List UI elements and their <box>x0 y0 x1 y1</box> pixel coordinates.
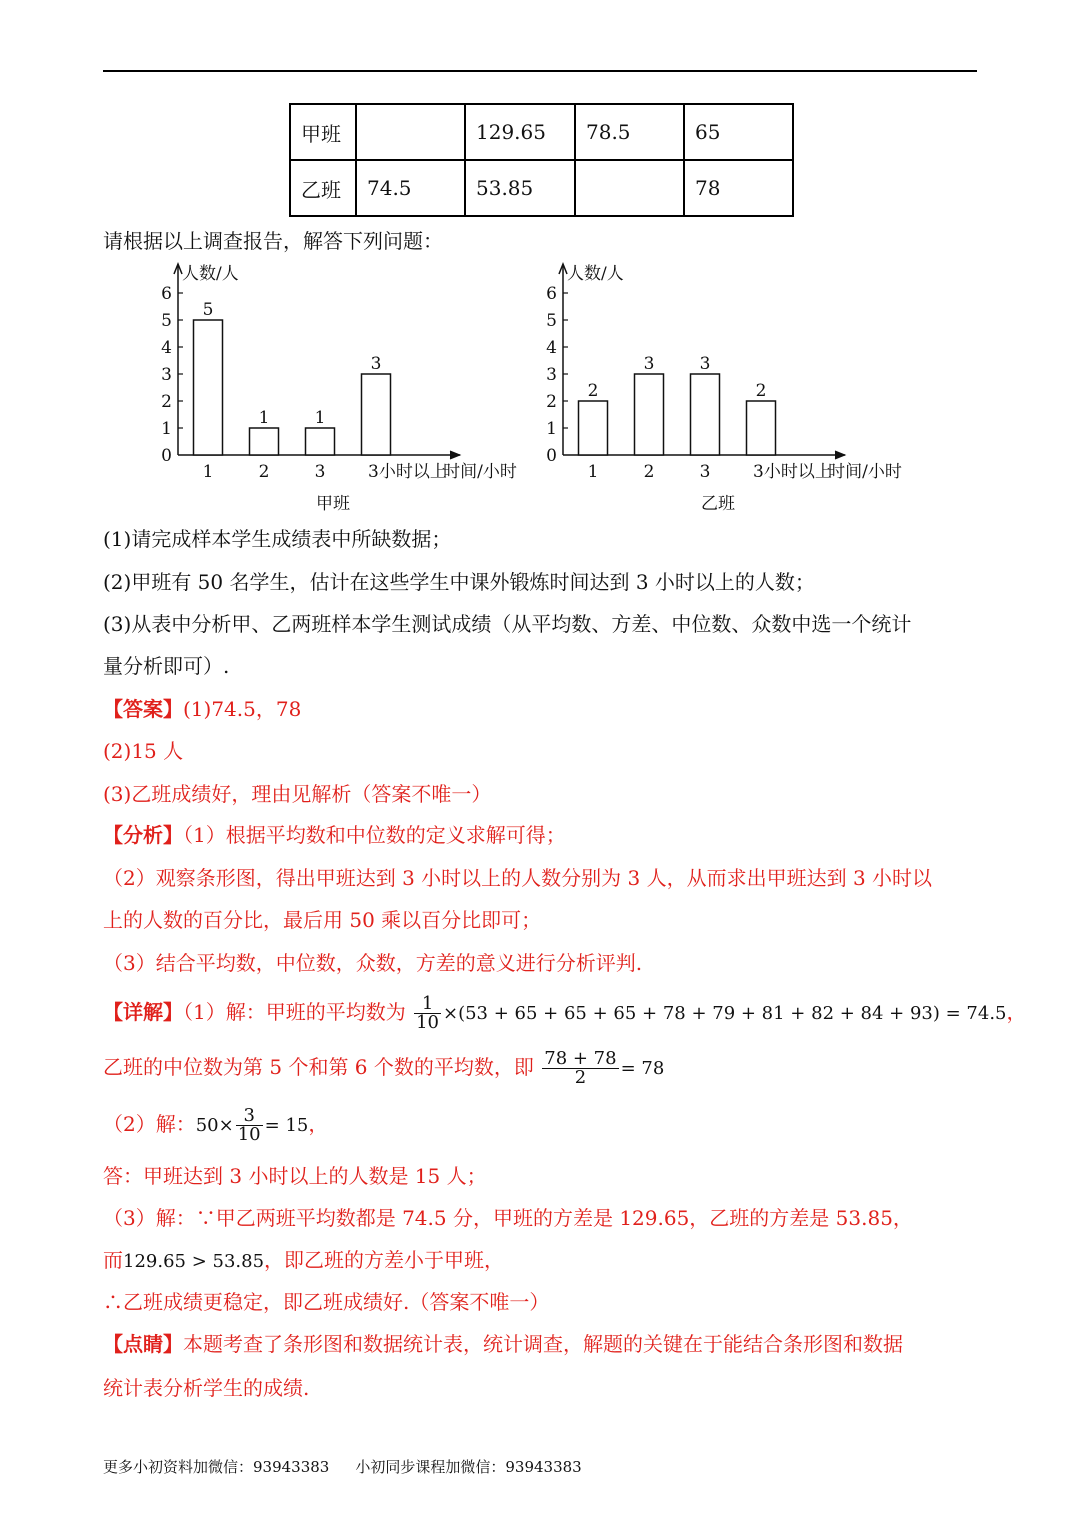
x-tick-label: 3小时以上 <box>368 462 447 482</box>
detail-line-1: 【详解】（1）解：甲班的平均数为 $\frac{1}{10}$ ×(53 + 65 + 65 + 65 + 78 + 79 + 81 + 82 + 84 + 93) = 74.5， <box>103 993 1027 1033</box>
bar <box>194 320 223 455</box>
y-tick-label: 3 <box>161 365 172 385</box>
bar <box>579 401 608 455</box>
formula: = 15 <box>264 1115 309 1136</box>
detail-line-3: （2）解：50× $\frac{3}{10}$ = 15， <box>103 1105 329 1145</box>
analysis-2: （2）观察条形图，得出甲班达到 3 小时以上的人数分别为 3 人，从而求出甲班达到 3 小时以 <box>103 866 933 890</box>
detail-3-text: （2）解： <box>103 1112 196 1136</box>
y-tick-label: 0 <box>161 446 172 466</box>
bar <box>691 374 720 455</box>
chart-title: 乙班 <box>701 494 735 514</box>
detail-5: （3）解：∵甲乙两班平均数都是 74.5 分，甲班的方差是 129.65，乙班的方差是 53.85， <box>103 1206 913 1230</box>
x-tick-label: 3 <box>314 462 326 482</box>
answer-3: (3)乙班成绩好，理由见解析（答案不唯一） <box>103 782 492 806</box>
y-tick-label: 4 <box>161 338 172 358</box>
comment-1: 本题考查了条形图和数据统计表，统计调查，解题的关键在于能结合条形图和数据 <box>183 1332 903 1356</box>
y-tick-label: 5 <box>161 311 172 331</box>
data-label: 3 <box>643 354 655 374</box>
table-cell: 65 <box>684 104 793 160</box>
bar-chart-jia <box>150 258 540 518</box>
y-axis-label: 人数/人 <box>182 264 239 284</box>
detail-1-text: （1）解：甲班的平均数为 <box>183 1000 406 1024</box>
answer-2: (2)15 人 <box>103 739 184 763</box>
analysis-3: 上的人数的百分比，最后用 50 乘以百分比即可； <box>103 908 542 932</box>
footer-right: 小初同步课程加微信：93943383 <box>355 1458 582 1476</box>
detail-line-6: 而129.65 > 53.85，即乙班的方差小于甲班， <box>103 1248 505 1272</box>
fraction: $\frac{78 + 78}{2}$ <box>544 1048 617 1088</box>
table-row <box>290 104 793 160</box>
x-tick-label: 3 <box>699 462 711 482</box>
answer-tag: 【答案】 <box>103 697 183 721</box>
formula: ×(53 + 65 + 65 + 65 + 78 + 79 + 81 + 82 + 84 + 93) = 74.5 <box>443 1003 1007 1024</box>
x-tick-label: 1 <box>587 462 599 482</box>
data-label: 1 <box>258 408 270 428</box>
table-cell: 129.65 <box>465 104 575 160</box>
table-cell: 53.85 <box>465 160 575 216</box>
table-cell: 78.5 <box>575 104 684 160</box>
footer-left: 更多小初资料加微信：93943383 <box>103 1458 330 1476</box>
answer-line-1 <box>103 696 301 722</box>
chart-title: 甲班 <box>316 494 350 514</box>
x-tick-label: 2 <box>643 462 655 482</box>
x-tick-label: 1 <box>202 462 214 482</box>
y-axis-label: 人数/人 <box>567 264 624 284</box>
bar <box>635 374 664 455</box>
y-tick-label: 4 <box>546 338 557 358</box>
fraction: $\frac{3}{10}$ <box>237 1105 261 1145</box>
header-rule <box>103 70 977 72</box>
y-tick-label: 1 <box>546 419 557 439</box>
data-label: 2 <box>587 381 599 401</box>
data-label: 3 <box>699 354 711 374</box>
table-cell <box>575 160 684 216</box>
comment-line-1 <box>103 1331 903 1357</box>
data-label: 2 <box>755 381 767 401</box>
x-axis-arrow <box>450 451 460 459</box>
analysis-4: （3）结合平均数，中位数，众数，方差的意义进行分析评判. <box>103 951 643 975</box>
fraction: $\frac{1}{10}$ <box>416 993 439 1033</box>
data-label: 3 <box>370 354 382 374</box>
y-tick-label: 2 <box>161 392 172 412</box>
x-axis-arrow <box>835 451 845 459</box>
comment-2: 统计表分析学生的成绩. <box>103 1376 310 1400</box>
data-label: 1 <box>314 408 326 428</box>
table-cell: 74.5 <box>356 160 465 216</box>
detail-7: ∴乙班成绩更稳定，即乙班成绩好.（答案不唯一） <box>103 1290 550 1314</box>
detail-4: 答：甲班达到 3 小时以上的人数是 15 人； <box>103 1164 487 1188</box>
y-tick-label: 3 <box>546 365 557 385</box>
x-tick-label: 2 <box>258 462 270 482</box>
footer <box>103 1456 608 1477</box>
analysis-1: （1）根据平均数和中位数的定义求解可得； <box>183 823 566 847</box>
question-3a: (3)从表中分析甲、乙两班样本学生测试成绩（从平均数、方差、中位数、众数中选一个统计 <box>103 612 912 636</box>
detail-line-2 <box>103 1048 664 1088</box>
x-axis-label: 时间/小时 <box>828 462 902 482</box>
row-label: 甲班 <box>290 104 356 160</box>
question-2: (2)甲班有 50 名学生，估计在这些学生中课外锻炼时间达到 3 小时以上的人数； <box>103 570 815 594</box>
question-1: (1)请完成样本学生成绩表中所缺数据； <box>103 527 452 551</box>
formula: 129.65 > 53.85 <box>123 1251 265 1272</box>
x-axis-label: 时间/小时 <box>443 462 517 482</box>
bar-chart-yi <box>535 258 925 518</box>
bar <box>362 374 391 455</box>
analysis-line-1 <box>103 822 566 848</box>
table-cell <box>356 104 465 160</box>
detail-2-text: 乙班的中位数为第 5 个和第 6 个数的平均数，即 <box>103 1055 534 1079</box>
table-row <box>290 160 793 216</box>
y-tick-label: 6 <box>546 284 557 304</box>
y-tick-label: 1 <box>161 419 172 439</box>
comment-tag: 【点睛】 <box>103 1332 183 1356</box>
bar <box>306 428 335 455</box>
y-tick-label: 0 <box>546 446 557 466</box>
prompt-text: 请根据以上调查报告，解答下列问题： <box>103 229 443 253</box>
analysis-tag: 【分析】 <box>103 823 183 847</box>
table-cell: 78 <box>684 160 793 216</box>
data-label: 5 <box>202 300 214 320</box>
y-tick-label: 2 <box>546 392 557 412</box>
y-tick-label: 5 <box>546 311 557 331</box>
question-3b: 量分析即可）. <box>103 654 230 678</box>
y-tick-label: 6 <box>161 284 172 304</box>
detail-tag: 【详解】 <box>103 1000 183 1024</box>
bar <box>747 401 776 455</box>
row-label: 乙班 <box>290 160 356 216</box>
bar <box>250 428 279 455</box>
score-table <box>289 103 794 217</box>
formula: = 78 <box>620 1058 665 1079</box>
answer-1: (1)74.5，78 <box>183 697 302 721</box>
x-tick-label: 3小时以上 <box>753 462 832 482</box>
